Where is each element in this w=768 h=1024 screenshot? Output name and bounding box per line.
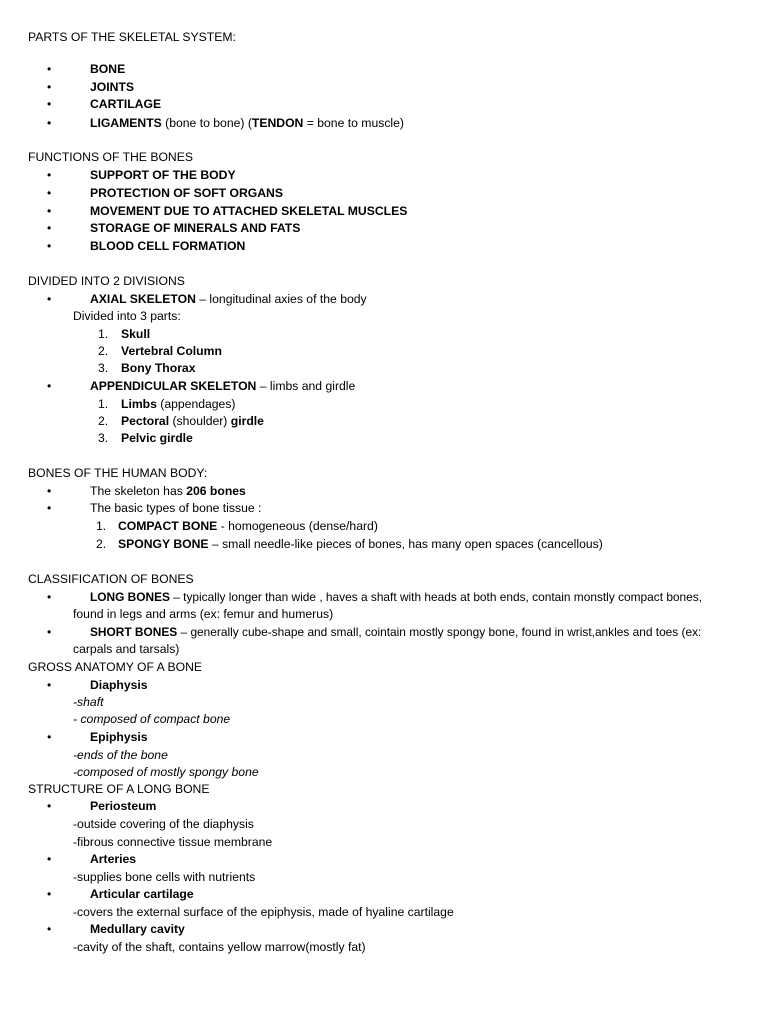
text: – small needle-like pieces of bones, has many open spaces (cancellous)	[208, 537, 603, 551]
bullet-icon: •	[47, 730, 52, 744]
text: – typically longer than wide , haves a shaft with heads at both ends, contain monstly compact bones,	[169, 590, 703, 604]
list-item	[118, 537, 603, 552]
list-item: Bony Thorax	[121, 361, 196, 375]
sub-text: -covers the external surface of the epiphysis, made of hyaline cartilage	[73, 905, 454, 919]
bullet-icon: •	[47, 186, 52, 200]
bullet-icon: •	[47, 625, 52, 639]
bullet-icon: •	[47, 221, 52, 235]
text: (appendages)	[156, 397, 236, 411]
bullet-icon: •	[47, 799, 52, 813]
list-number: 1.	[98, 327, 109, 341]
list-item	[121, 397, 236, 412]
section-heading: FUNCTIONS OF THE BONES	[28, 150, 193, 164]
bullet-icon: •	[47, 678, 52, 692]
bullet-icon: •	[47, 116, 52, 130]
sub-text: -shaft	[73, 695, 104, 709]
list-item: Arteries	[90, 852, 137, 866]
bullet-icon: •	[47, 379, 52, 393]
sub-text: - composed of compact bone	[73, 712, 231, 726]
bullet-icon: •	[47, 168, 52, 182]
text: (bone to bone) (	[161, 116, 252, 130]
list-item	[90, 625, 701, 640]
list-item	[118, 519, 378, 534]
list-item: BLOOD CELL FORMATION	[90, 239, 246, 253]
list-item	[90, 484, 246, 499]
section-heading: BONES OF THE HUMAN BODY:	[28, 466, 208, 480]
list-item	[90, 292, 367, 307]
list-item: Pelvic girdle	[121, 431, 193, 445]
section-heading: CLASSIFICATION OF BONES	[28, 572, 194, 586]
bullet-icon: •	[47, 62, 52, 76]
text: The skeleton has	[90, 484, 187, 498]
sub-text: -fibrous connective tissue membrane	[73, 835, 273, 849]
term: COMPACT BONE	[118, 519, 218, 533]
list-item: MOVEMENT DUE TO ATTACHED SKELETAL MUSCLES	[90, 204, 408, 218]
sub-text: -outside covering of the diaphysis	[73, 817, 254, 831]
section-heading: DIVIDED INTO 2 DIVISIONS	[28, 274, 185, 288]
sub-text: -ends of the bone	[73, 748, 168, 762]
list-item: The basic types of bone tissue :	[90, 501, 262, 515]
list-number: 3.	[98, 431, 109, 445]
list-item: STORAGE OF MINERALS AND FATS	[90, 221, 301, 235]
term: 206 bones	[186, 484, 246, 498]
list-number: 3.	[98, 361, 109, 375]
bullet-icon: •	[47, 292, 52, 306]
list-item: Diaphysis	[90, 678, 148, 692]
term: Pectoral	[121, 414, 170, 428]
sub-text: -cavity of the shaft, contains yellow marrow(mostly fat)	[73, 940, 366, 954]
list-item	[90, 590, 702, 605]
list-item: Vertebral Column	[121, 344, 222, 358]
list-item	[90, 116, 404, 131]
list-item: Articular cartilage	[90, 887, 194, 901]
sub-text: -composed of mostly spongy bone	[73, 765, 259, 779]
term: LIGAMENTS	[90, 116, 162, 130]
bullet-icon: •	[47, 97, 52, 111]
list-number: 1.	[98, 397, 109, 411]
term: girdle	[230, 414, 264, 428]
term: LONG BONES	[90, 590, 170, 604]
list-number: 2.	[96, 537, 107, 551]
list-item: Medullary cavity	[90, 922, 185, 936]
term: AXIAL SKELETON	[90, 292, 196, 306]
bullet-icon: •	[47, 852, 52, 866]
text: - homogeneous (dense/hard)	[217, 519, 378, 533]
list-number: 1.	[96, 519, 107, 533]
bullet-icon: •	[47, 922, 52, 936]
term: APPENDICULAR SKELETON	[90, 379, 257, 393]
section-heading: GROSS ANATOMY OF A BONE	[28, 660, 203, 674]
bullet-icon: •	[47, 80, 52, 94]
term: SHORT BONES	[90, 625, 178, 639]
list-item	[121, 414, 264, 429]
list-item	[90, 379, 355, 394]
list-item: PROTECTION OF SOFT ORGANS	[90, 186, 283, 200]
sub-text: -supplies bone cells with nutrients	[73, 870, 256, 884]
bullet-icon: •	[47, 239, 52, 253]
list-number: 2.	[98, 344, 109, 358]
list-item: JOINTS	[90, 80, 135, 94]
bullet-icon: •	[47, 887, 52, 901]
bullet-icon: •	[47, 501, 52, 515]
text: = bone to muscle)	[303, 116, 404, 130]
sub-text: Divided into 3 parts:	[73, 309, 181, 323]
list-item-continuation: carpals and tarsals)	[73, 642, 180, 656]
list-number: 2.	[98, 414, 109, 428]
list-item: Skull	[121, 327, 151, 341]
list-item: BONE	[90, 62, 126, 76]
list-item-continuation: found in legs and arms (ex: femur and humerus)	[73, 607, 334, 621]
section-heading: PARTS OF THE SKELETAL SYSTEM:	[28, 30, 236, 44]
term: SPONGY BONE	[118, 537, 209, 551]
list-item: Epiphysis	[90, 730, 148, 744]
text: – limbs and girdle	[256, 379, 356, 393]
text: – generally cube-shape and small, cointain mostly spongy bone, found in wrist,ankles and toes (ex:	[177, 625, 702, 639]
bullet-icon: •	[47, 590, 52, 604]
text: (shoulder)	[169, 414, 231, 428]
term: TENDON	[251, 116, 304, 130]
list-item: Periosteum	[90, 799, 157, 813]
list-item: CARTILAGE	[90, 97, 162, 111]
bullet-icon: •	[47, 484, 52, 498]
section-heading: STRUCTURE OF A LONG BONE	[28, 782, 210, 796]
text: – longitudinal axies of the body	[195, 292, 367, 306]
list-item: SUPPORT OF THE BODY	[90, 168, 236, 182]
bullet-icon: •	[47, 204, 52, 218]
term: Limbs	[121, 397, 157, 411]
